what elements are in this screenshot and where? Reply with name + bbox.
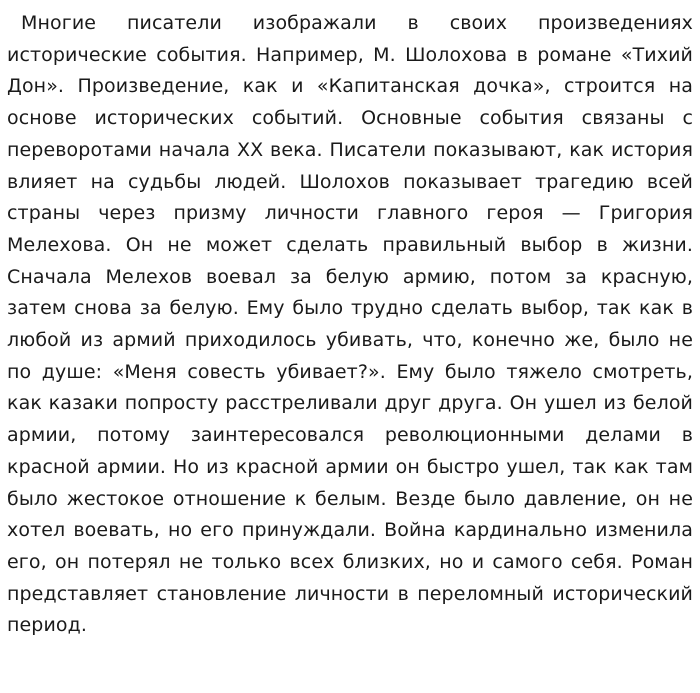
document-page <box>7 8 693 642</box>
essay-paragraph: Многие писатели изображали в своих произведениях исторические события. Например, М. Шолохова в романе «Тихий Дон». Произведение, как и «Капитанская дочка», строится на основе исторических событий. Основные события связаны с переворотами начала XX века. Писатели показывают, как история влияет на судьбы людей. Шолохов показывает трагедию всей страны через призму личности главного героя — Григория Мелехова. Он не может сделать правильный выбор в жизни. Сначала Мелехов воевал за белую армию, потом за красную, затем снова за белую. Ему было трудно сделать выбор, так как в любой из армий приходилось убивать, что, конечно же, было не по душе: «Меня совесть убивает?». Ему было тяжело смотреть, как казаки попросту расстреливали друг друга. Он ушел из белой армии, потому заинтересовался революционными делами в красной армии. Но из красной армии он быстро ушел, так как там было жестокое отношение к белым. Везде было давление, он не хотел воевать, но его принуждали. Война кардинально изменила его, он потерял не только всех близких, но и самого себя. Роман представляет становление личности в переломный исторический период. <box>7 12 693 637</box>
